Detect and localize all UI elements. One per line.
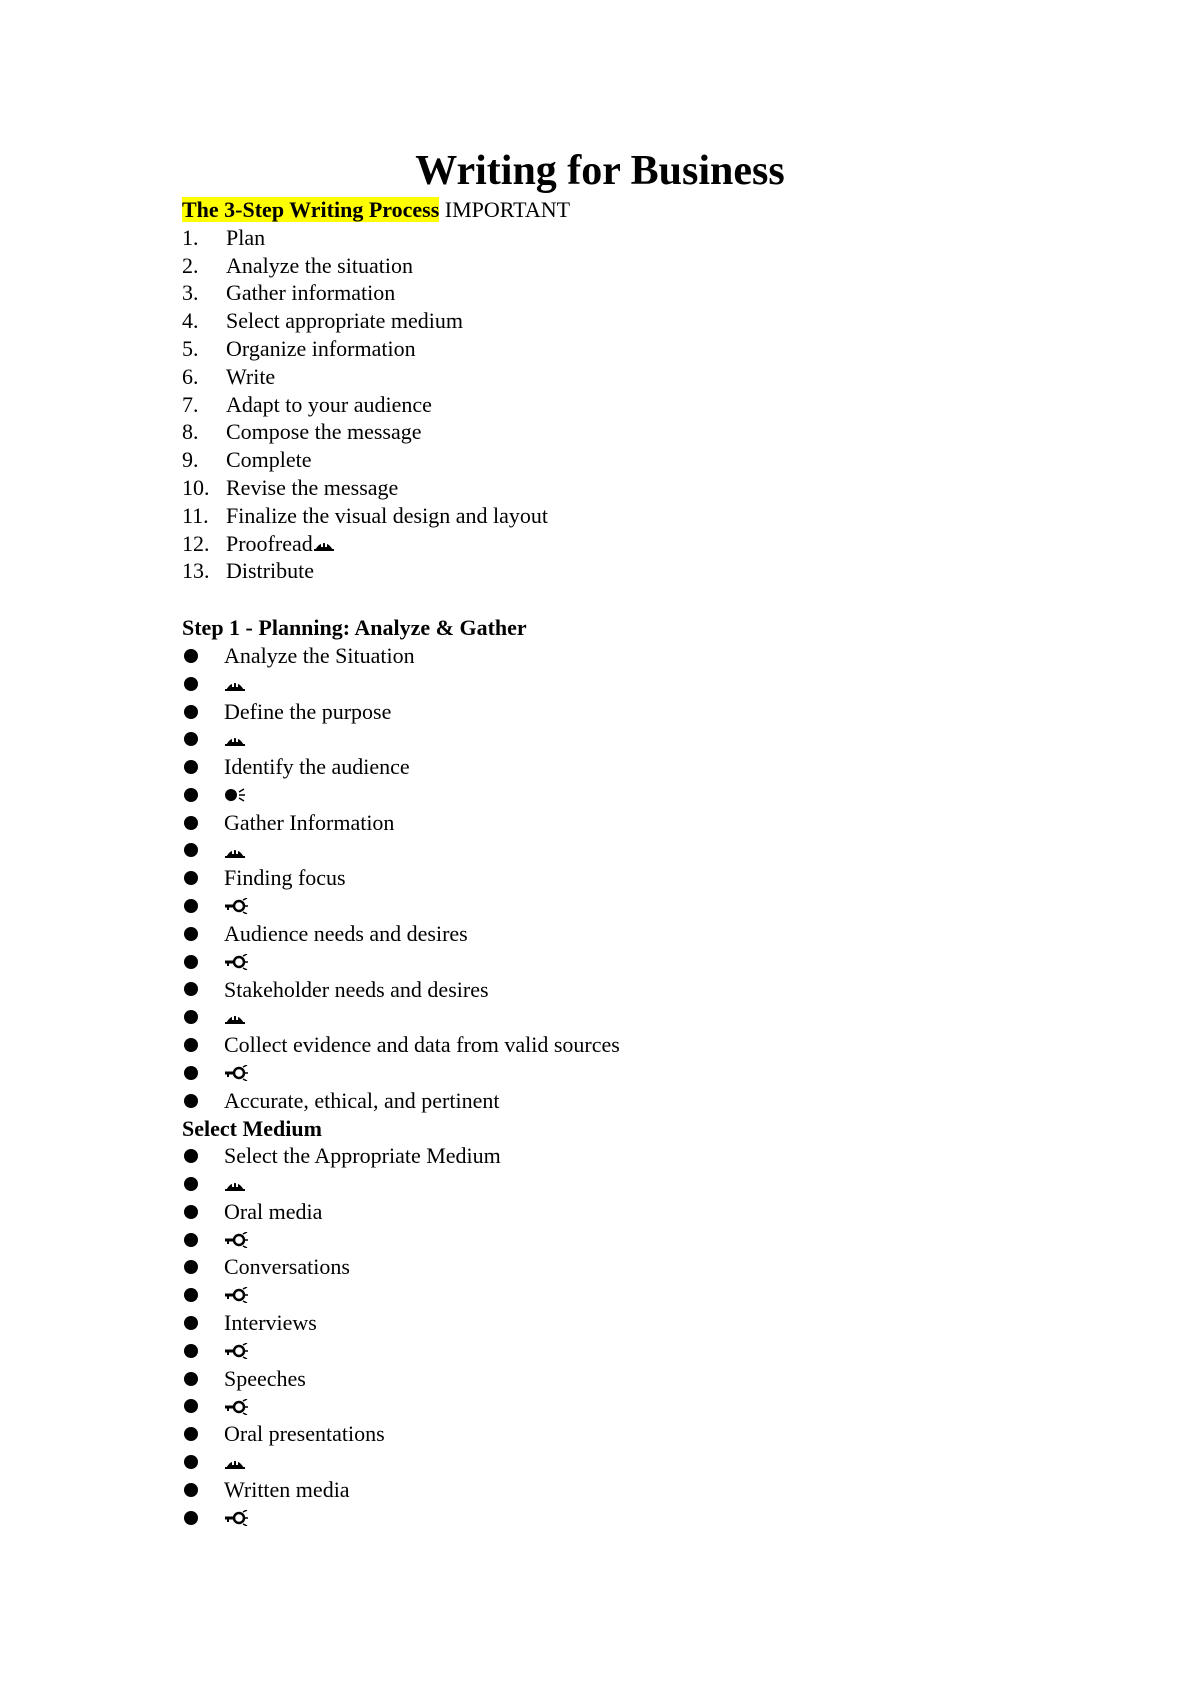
bullet-item [182,1142,1082,1170]
bullet-marker [182,781,224,809]
bullet-dot-icon [184,732,198,746]
section-heading-select-medium: Select Medium [182,1115,322,1141]
bullet-item [182,781,1082,809]
item-text: Proofread [226,530,313,556]
bullet-item [182,1392,1082,1420]
item-text: Interviews [224,1310,317,1336]
bullet-marker [182,1281,224,1309]
key-symbol-icon [224,1338,248,1366]
bullet-item [182,1309,1082,1337]
numbered-item [182,279,1082,307]
list-number: 6. [182,363,199,389]
list-number: 3. [182,280,199,306]
bullet-item [182,1337,1082,1365]
item-text: Conversations [224,1254,350,1280]
bullet-marker [182,1142,224,1170]
section-spacer [182,585,1082,614]
bullet-dot-icon [184,982,198,996]
bullet-item [182,642,1082,670]
item-text: Oral presentations [224,1421,385,1447]
bullet-item [182,837,1082,865]
bullet-item [182,809,1082,837]
numbered-item [182,418,1082,446]
bullet-marker [182,698,224,726]
bullet-item [182,1504,1082,1532]
item-text: Analyze the situation [226,252,413,278]
numbered-item [182,502,1082,530]
item-text: Compose the message [226,419,422,445]
bullet-marker [182,1087,224,1115]
bullet-marker [182,976,224,1004]
bullet-dot-icon [184,843,198,857]
bullet-dot-icon [184,677,198,691]
item-text: Collect evidence and data from valid sources [224,1032,620,1058]
bullet-marker [182,753,224,781]
bullet-dot-icon [184,788,198,802]
numbered-item [182,224,1082,252]
list-number: 12. [182,530,210,556]
key-symbol-icon [224,1060,248,1088]
key-symbol-icon [224,1394,248,1422]
list-number: 9. [182,447,199,473]
key-symbol-icon [224,949,248,977]
item-text: Revise the message [226,474,399,500]
dome-symbol-icon [313,531,335,559]
bullet-dot-icon [184,1149,198,1163]
numbered-item [182,252,1082,280]
numbered-item [182,307,1082,335]
bullet-item [182,1476,1082,1504]
bullet-marker [182,1448,224,1476]
item-text: Adapt to your audience [226,391,432,417]
bullet-dot-icon [184,1427,198,1441]
item-text: Define the purpose [224,698,392,724]
numbered-item [182,391,1082,419]
bullet-marker [182,1504,224,1532]
bullet-dot-icon [184,899,198,913]
bullet-dot-icon [184,1511,198,1525]
item-text: Gather information [226,280,396,306]
bullet-item [182,753,1082,781]
list-number: 1. [182,224,199,250]
bullet-dot-icon [184,871,198,885]
bullet-marker [182,1059,224,1087]
item-text: Oral media [224,1198,323,1224]
key-symbol-icon [224,1505,248,1533]
item-text: Gather Information [224,809,395,835]
bullet-item [182,1031,1082,1059]
numbered-item [182,474,1082,502]
item-text: Finalize the visual design and layout [226,502,548,528]
numbered-item [182,446,1082,474]
numbered-item [182,557,1082,585]
item-text: Organize information [226,335,416,361]
dome-symbol-icon [224,838,246,866]
bullet-item [182,1170,1082,1198]
bullet-dot-icon [184,1399,198,1413]
bullet-marker [182,1031,224,1059]
bullet-dot-icon [184,1010,198,1024]
bullet-marker [182,920,224,948]
bullet-dot-icon [184,1177,198,1191]
item-text: Finding focus [224,865,346,891]
bullet-marker [182,1476,224,1504]
bullet-item [182,725,1082,753]
bullet-marker [182,1309,224,1337]
bullet-marker [182,1170,224,1198]
list-number: 2. [182,252,199,278]
key-symbol-icon [224,1227,248,1255]
bullet-marker [182,837,224,865]
subtitle-rest: IMPORTANT [439,197,571,222]
bullet-marker [182,725,224,753]
bullet-dot-icon [184,760,198,774]
bullet-dot-icon [184,1038,198,1052]
item-text: Identify the audience [224,754,410,780]
bullet-dot-icon [184,1233,198,1247]
bullet-item [182,698,1082,726]
bullet-item [182,1003,1082,1031]
bullet-marker [182,642,224,670]
dome-symbol-icon [224,1449,246,1477]
bullet-dot-icon [184,1372,198,1386]
dome-symbol-icon [224,726,246,754]
bullet-dot-icon [184,1094,198,1108]
bullet-marker [182,1003,224,1031]
bullet-marker [182,809,224,837]
bullet-marker [182,1337,224,1365]
bullet-dot-icon [184,927,198,941]
bullet-item [182,1226,1082,1254]
bullet-marker [182,1226,224,1254]
bullet-dot-icon [184,1344,198,1358]
dome-symbol-icon [224,1004,246,1032]
subtitle-highlight: The 3-Step Writing Process [182,197,440,222]
item-text: Speeches [224,1365,306,1391]
bullet-item [182,1420,1082,1448]
speaker-symbol-icon [224,782,246,810]
document-body [182,196,1082,1531]
key-symbol-icon [224,893,248,921]
list-number: 5. [182,335,199,361]
item-text: Accurate, ethical, and pertinent [224,1087,500,1113]
bullet-item [182,948,1082,976]
numbered-list [182,224,1082,585]
bullet-marker [182,1420,224,1448]
list-number: 11. [182,502,209,528]
bullet-item [182,864,1082,892]
list-number: 13. [182,558,210,584]
bullet-dot-icon [184,1316,198,1330]
bullet-dot-icon [184,816,198,830]
bullet-dot-icon [184,1260,198,1274]
bullet-item [182,976,1082,1004]
numbered-item [182,363,1082,391]
dome-symbol-icon [224,1171,246,1199]
bullet-item [182,1087,1082,1115]
bullet-dot-icon [184,1066,198,1080]
item-text: Written media [224,1476,350,1502]
numbered-item [182,335,1082,363]
key-symbol-icon [224,1282,248,1310]
bullet-item [182,892,1082,920]
list-number: 4. [182,308,199,334]
bullet-marker [182,864,224,892]
bullet-item [182,1365,1082,1393]
list-number: 8. [182,419,199,445]
bullet-marker [182,670,224,698]
bullet-marker [182,1365,224,1393]
item-text: Audience needs and desires [224,920,468,946]
bullet-list-step1 [182,642,1082,1115]
item-text: Write [226,363,276,389]
bullet-dot-icon [184,1455,198,1469]
bullet-item [182,920,1082,948]
item-text: Select appropriate medium [226,308,464,334]
bullet-marker [182,892,224,920]
bullet-dot-icon [184,1483,198,1497]
bullet-marker [182,1392,224,1420]
bullet-dot-icon [184,649,198,663]
item-text: Distribute [226,558,314,584]
item-text: Stakeholder needs and desires [224,976,489,1002]
list-number: 7. [182,391,199,417]
list-number: 10. [182,474,210,500]
item-text: Analyze the Situation [224,642,415,668]
bullet-item [182,1281,1082,1309]
item-text: Complete [226,447,312,473]
numbered-item [182,530,1082,558]
bullet-item [182,1059,1082,1087]
subtitle-line [182,196,1082,224]
bullet-item [182,670,1082,698]
section-heading-step1: Step 1 - Planning: Analyze & Gather [182,615,527,641]
dome-symbol-icon [224,671,246,699]
item-text: Select the Appropriate Medium [224,1143,501,1169]
bullet-list-select-medium [182,1142,1082,1531]
bullet-marker [182,1198,224,1226]
bullet-dot-icon [184,705,198,719]
bullet-dot-icon [184,1205,198,1219]
bullet-marker [182,948,224,976]
bullet-item [182,1448,1082,1476]
bullet-dot-icon [184,1288,198,1302]
bullet-dot-icon [184,955,198,969]
bullet-item [182,1253,1082,1281]
bullet-marker [182,1253,224,1281]
item-text: Plan [226,224,266,250]
bullet-item [182,1198,1082,1226]
document-title: Writing for Business [415,148,785,194]
